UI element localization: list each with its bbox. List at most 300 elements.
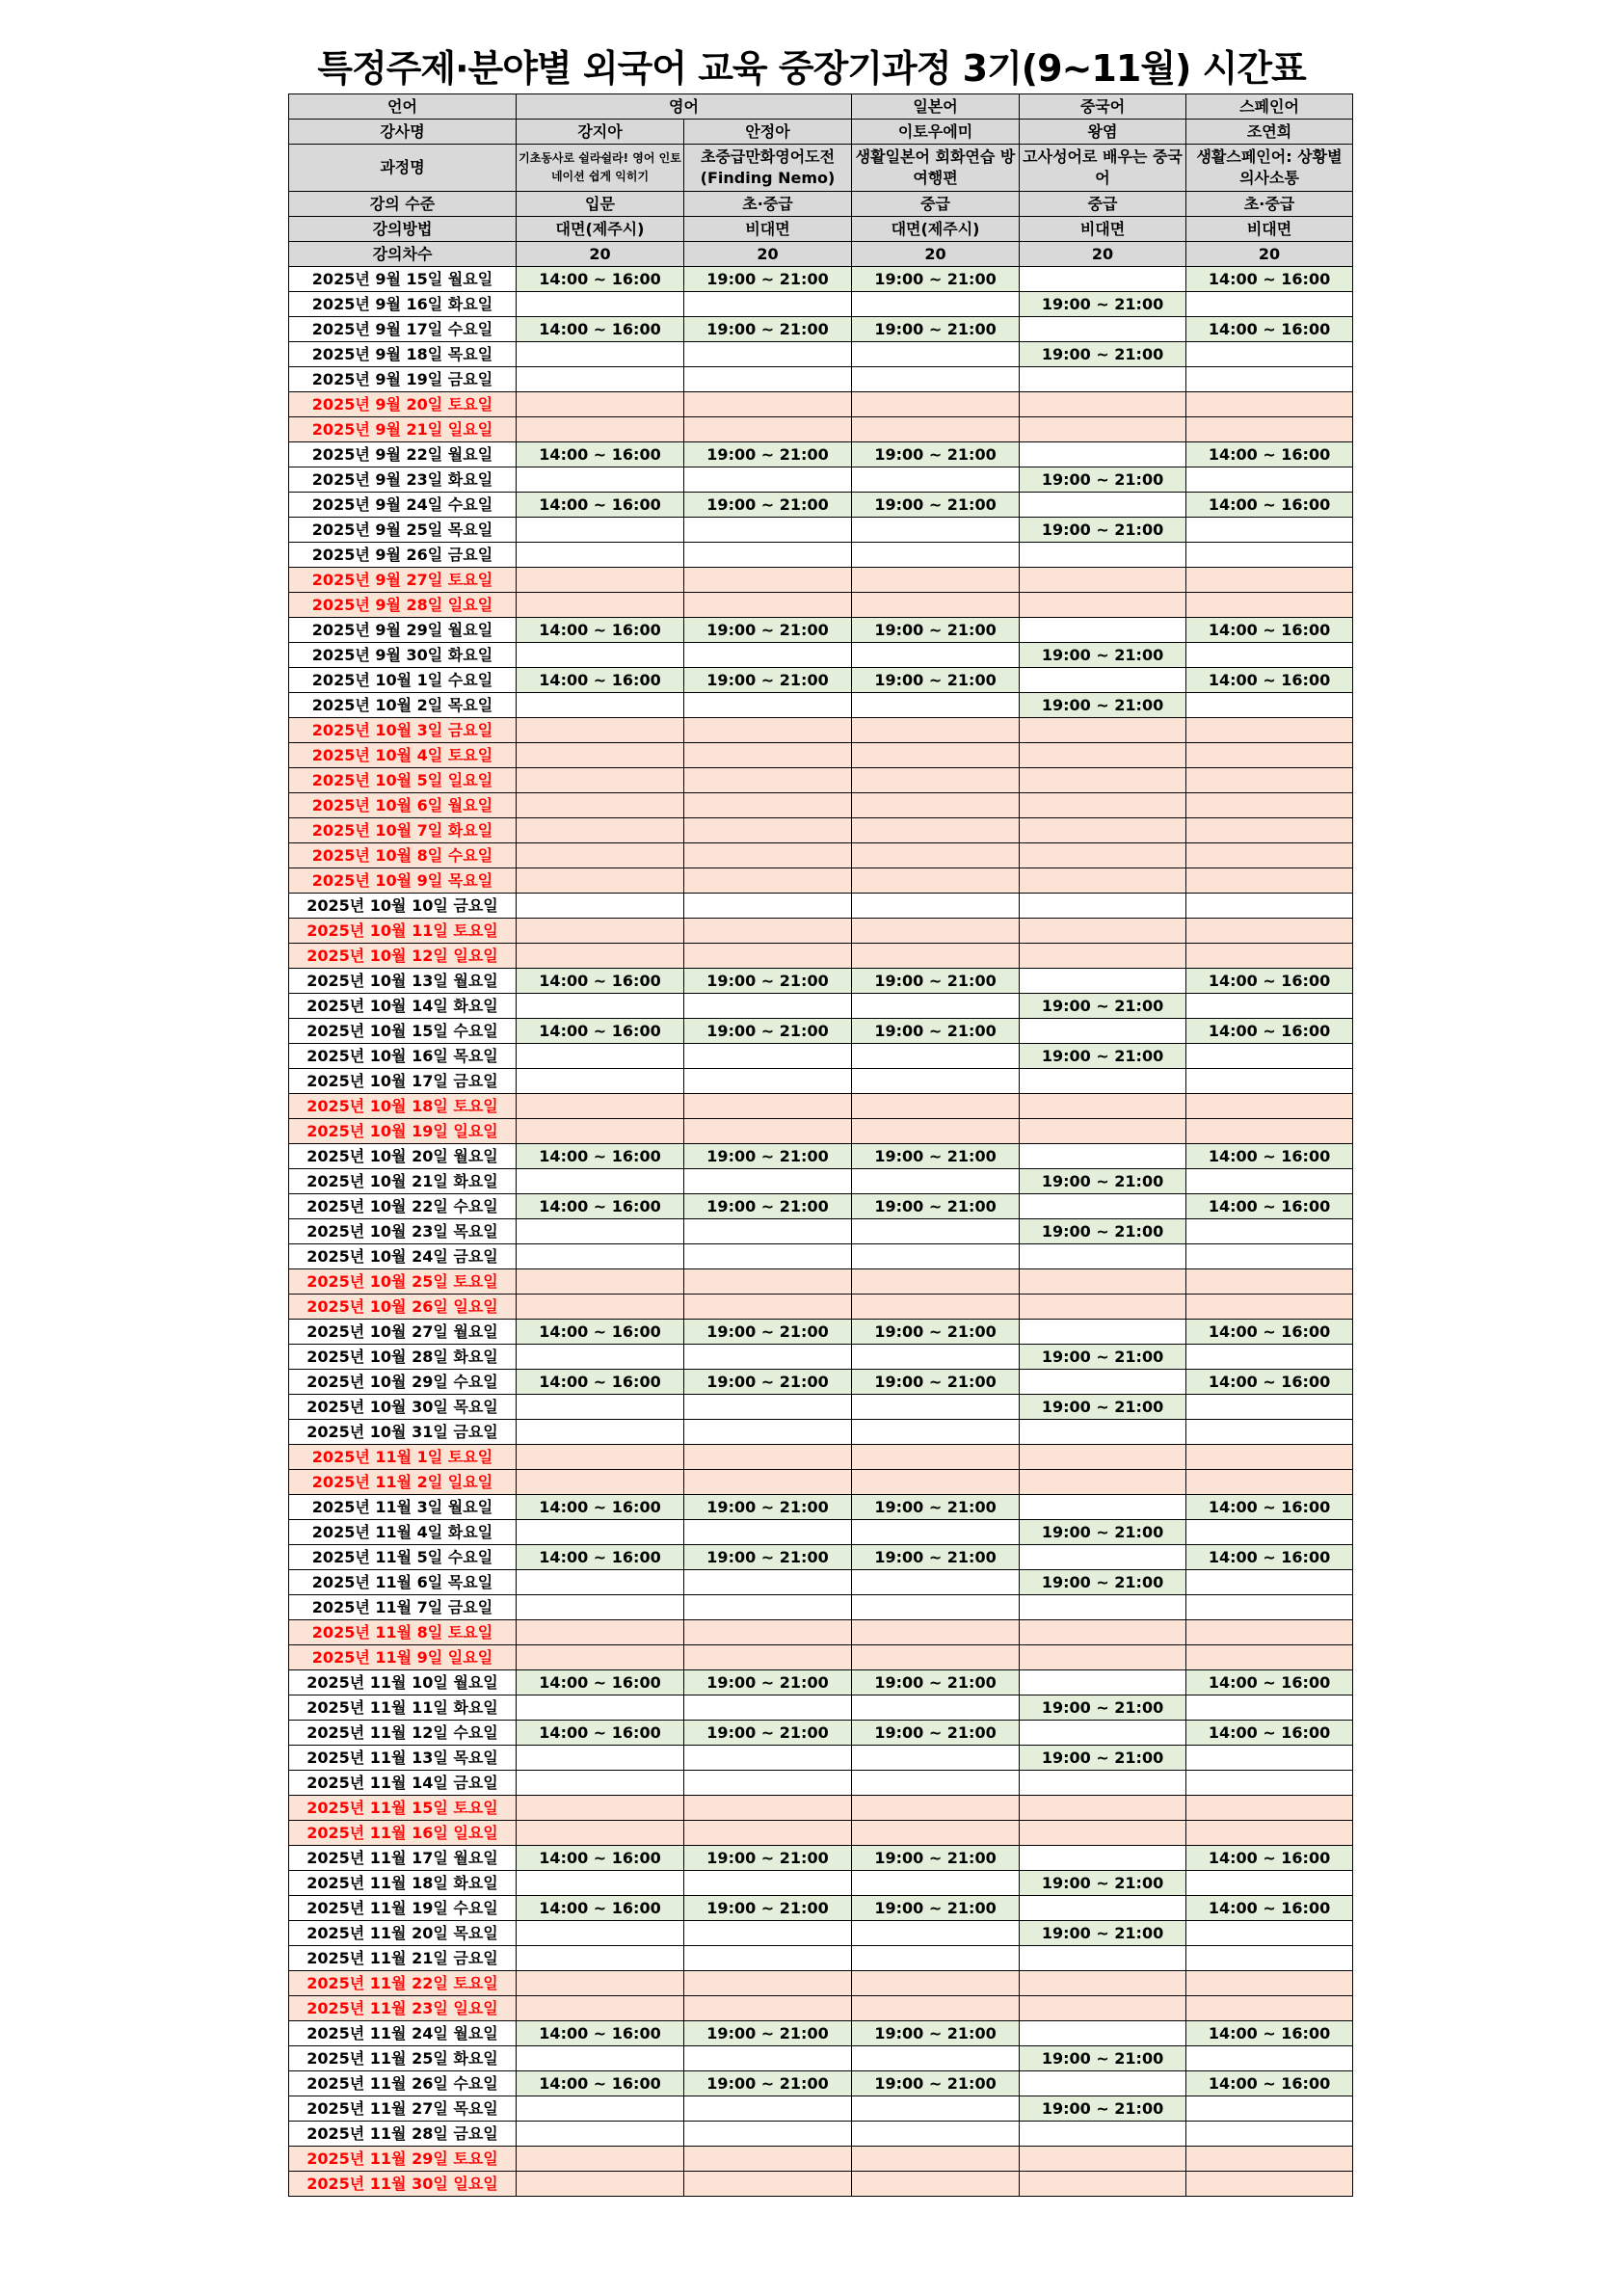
slot-english-ahn [684,1771,852,1796]
schedule-row [289,1194,1353,1219]
slot-japanese [852,1395,1020,1420]
slot-japanese [852,518,1020,543]
slot-japanese [852,593,1020,618]
schedule-row [289,467,1353,493]
slot-japanese [852,1971,1020,1996]
slot-english-ahn [684,1996,852,2021]
slot-english-kang [517,1295,684,1320]
slot-spanish [1186,568,1353,593]
slot-japanese [852,1645,1020,1670]
slot-japanese [852,793,1020,818]
slot-japanese [852,392,1020,417]
slot-chinese [1020,919,1186,944]
slot-japanese [852,868,1020,894]
schedule-date: 2025년 10월 20일 월요일 [289,1144,517,1169]
slot-english-ahn: 19:00 ~ 21:00 [684,1721,852,1746]
schedule-date: 2025년 9월 19일 금요일 [289,367,517,392]
slot-chinese [1020,1545,1186,1570]
schedule-row [289,1069,1353,1094]
slot-spanish [1186,1921,1353,1946]
level-3: 중급 [852,192,1020,217]
slot-japanese: 19:00 ~ 21:00 [852,1896,1020,1921]
schedule-row [289,969,1353,994]
slot-spanish [1186,1445,1353,1470]
schedule-date: 2025년 11월 29일 토요일 [289,2147,517,2172]
slot-english-kang [517,868,684,894]
schedule-date: 2025년 11월 26일 수요일 [289,2071,517,2096]
slot-english-kang: 14:00 ~ 16:00 [517,442,684,467]
slot-chinese [1020,1144,1186,1169]
slot-japanese [852,894,1020,919]
slot-spanish [1186,1395,1353,1420]
slot-english-kang: 14:00 ~ 16:00 [517,1495,684,1520]
slot-english-ahn: 19:00 ~ 21:00 [684,969,852,994]
schedule-row [289,1144,1353,1169]
schedule-row [289,743,1353,768]
slot-english-kang: 14:00 ~ 16:00 [517,668,684,693]
slot-spanish [1186,1996,1353,2021]
slot-english-ahn [684,593,852,618]
schedule-date: 2025년 9월 25일 목요일 [289,518,517,543]
schedule-row [289,1921,1353,1946]
schedule-date: 2025년 10월 10일 금요일 [289,894,517,919]
schedule-date: 2025년 10월 14일 화요일 [289,994,517,1019]
slot-japanese: 19:00 ~ 21:00 [852,1846,1020,1871]
slot-chinese [1020,593,1186,618]
slot-english-ahn [684,1971,852,1996]
schedule-row [289,1946,1353,1971]
schedule-date: 2025년 10월 8일 수요일 [289,843,517,868]
schedule-date: 2025년 11월 27일 목요일 [289,2096,517,2122]
slot-spanish: 14:00 ~ 16:00 [1186,1721,1353,1746]
language-japanese: 일본어 [852,94,1020,120]
slot-spanish [1186,518,1353,543]
slot-english-kang [517,1470,684,1495]
slot-japanese [852,1520,1020,1545]
slot-chinese [1020,1470,1186,1495]
schedule-date: 2025년 11월 20일 목요일 [289,1921,517,1946]
slot-chinese [1020,618,1186,643]
schedule-date: 2025년 10월 31일 금요일 [289,1420,517,1445]
slot-english-ahn [684,1244,852,1269]
schedule-date: 2025년 10월 1일 수요일 [289,668,517,693]
schedule-date: 2025년 10월 16일 목요일 [289,1044,517,1069]
schedule-row [289,317,1353,342]
schedule-date: 2025년 11월 15일 토요일 [289,1796,517,1821]
slot-english-ahn [684,1269,852,1295]
slot-english-ahn [684,543,852,568]
slot-chinese: 19:00 ~ 21:00 [1020,1695,1186,1721]
slot-chinese [1020,1971,1186,1996]
slot-spanish [1186,1620,1353,1645]
schedule-row [289,1996,1353,2021]
slot-english-ahn [684,1620,852,1645]
slot-english-ahn [684,1119,852,1144]
schedule-date: 2025년 11월 22일 토요일 [289,1971,517,1996]
header-row-course [289,145,1353,192]
slot-spanish [1186,1269,1353,1295]
slot-english-ahn [684,743,852,768]
slot-english-kang: 14:00 ~ 16:00 [517,2021,684,2046]
slot-english-ahn [684,1595,852,1620]
slot-english-kang [517,1445,684,1470]
schedule-row [289,1219,1353,1244]
method-4: 비대면 [1020,217,1186,242]
schedule-date: 2025년 11월 23일 일요일 [289,1996,517,2021]
slot-spanish [1186,1044,1353,1069]
slot-japanese [852,1746,1020,1771]
slot-english-ahn: 19:00 ~ 21:00 [684,1320,852,1345]
schedule-date: 2025년 10월 7일 화요일 [289,818,517,843]
slot-chinese [1020,367,1186,392]
slot-chinese [1020,1445,1186,1470]
slot-spanish [1186,1821,1353,1846]
schedule-date: 2025년 9월 20일 토요일 [289,392,517,417]
slot-chinese [1020,1194,1186,1219]
slot-english-kang: 14:00 ~ 16:00 [517,1144,684,1169]
schedule-row [289,367,1353,392]
slot-chinese: 19:00 ~ 21:00 [1020,2046,1186,2071]
schedule-date: 2025년 10월 4일 토요일 [289,743,517,768]
slot-english-kang [517,1044,684,1069]
slot-english-kang [517,1345,684,1370]
slot-japanese [852,1871,1020,1896]
schedule-row [289,267,1353,292]
slot-english-ahn [684,1921,852,1946]
slot-japanese [852,2122,1020,2147]
slot-english-ahn [684,1821,852,1846]
schedule-date: 2025년 10월 17일 금요일 [289,1069,517,1094]
slot-spanish [1186,1570,1353,1595]
slot-english-kang [517,1695,684,1721]
schedule-date: 2025년 10월 25일 토요일 [289,1269,517,1295]
slot-chinese [1020,768,1186,793]
slot-spanish [1186,1520,1353,1545]
slot-spanish [1186,2147,1353,2172]
schedule-date: 2025년 10월 26일 일요일 [289,1295,517,1320]
schedule-row [289,919,1353,944]
slot-japanese [852,467,1020,493]
schedule-row [289,442,1353,467]
instructor-4: 왕염 [1020,120,1186,145]
slot-english-ahn: 19:00 ~ 21:00 [684,1194,852,1219]
slot-english-kang [517,994,684,1019]
slot-japanese [852,1119,1020,1144]
schedule-date: 2025년 11월 17일 월요일 [289,1846,517,1871]
slot-english-kang [517,292,684,317]
header-row-method [289,217,1353,242]
schedule-row [289,2071,1353,2096]
schedule-row [289,2021,1353,2046]
language-chinese: 중국어 [1020,94,1186,120]
slot-english-ahn [684,2122,852,2147]
schedule-row [289,1320,1353,1345]
schedule-row [289,1119,1353,1144]
course-2: 초중급만화영어도전 (Finding Nemo) [684,145,852,192]
header-row-sessions [289,242,1353,267]
slot-english-ahn [684,843,852,868]
slot-english-kang [517,1094,684,1119]
slot-chinese: 19:00 ~ 21:00 [1020,1921,1186,1946]
slot-english-ahn: 19:00 ~ 21:00 [684,1670,852,1695]
slot-english-kang: 14:00 ~ 16:00 [517,1194,684,1219]
slot-english-ahn: 19:00 ~ 21:00 [684,1846,852,1871]
sessions-4: 20 [1020,242,1186,267]
slot-english-kang [517,1620,684,1645]
slot-spanish [1186,818,1353,843]
schedule-date: 2025년 11월 18일 화요일 [289,1871,517,1896]
slot-japanese [852,743,1020,768]
slot-chinese [1020,1420,1186,1445]
row-label-level: 강의 수준 [289,192,517,217]
schedule-date: 2025년 9월 27일 토요일 [289,568,517,593]
slot-english-ahn [684,1645,852,1670]
slot-english-kang: 14:00 ~ 16:00 [517,1320,684,1345]
slot-spanish: 14:00 ~ 16:00 [1186,1896,1353,1921]
slot-chinese [1020,2172,1186,2197]
slot-english-kang [517,1570,684,1595]
slot-japanese [852,1921,1020,1946]
slot-english-kang [517,894,684,919]
schedule-date: 2025년 11월 21일 금요일 [289,1946,517,1971]
slot-japanese: 19:00 ~ 21:00 [852,442,1020,467]
slot-chinese: 19:00 ~ 21:00 [1020,1044,1186,1069]
slot-japanese [852,1420,1020,1445]
slot-spanish [1186,718,1353,743]
slot-spanish [1186,643,1353,668]
slot-chinese [1020,1295,1186,1320]
slot-japanese: 19:00 ~ 21:00 [852,1144,1020,1169]
slot-english-ahn [684,367,852,392]
schedule-row [289,493,1353,518]
schedule-row [289,1971,1353,1996]
slot-spanish [1186,843,1353,868]
course-1: 기초동사로 쉴라쉴라! 영어 인토네이션 쉽게 익히기 [517,145,684,192]
schedule-date: 2025년 11월 7일 금요일 [289,1595,517,1620]
slot-spanish: 14:00 ~ 16:00 [1186,969,1353,994]
slot-english-ahn: 19:00 ~ 21:00 [684,317,852,342]
slot-english-kang [517,392,684,417]
slot-spanish [1186,894,1353,919]
slot-japanese [852,1796,1020,1821]
slot-japanese [852,2096,1020,2122]
slot-chinese: 19:00 ~ 21:00 [1020,643,1186,668]
slot-chinese [1020,1094,1186,1119]
slot-english-kang [517,2096,684,2122]
slot-spanish: 14:00 ~ 16:00 [1186,1846,1353,1871]
slot-english-ahn: 19:00 ~ 21:00 [684,1896,852,1921]
slot-japanese [852,1244,1020,1269]
schedule-row [289,1796,1353,1821]
slot-japanese [852,417,1020,442]
slot-japanese [852,944,1020,969]
schedule-date: 2025년 9월 26일 금요일 [289,543,517,568]
schedule-row [289,1695,1353,1721]
sessions-1: 20 [517,242,684,267]
slot-english-ahn: 19:00 ~ 21:00 [684,1019,852,1044]
slot-english-ahn [684,568,852,593]
slot-english-ahn [684,292,852,317]
slot-japanese [852,367,1020,392]
slot-spanish: 14:00 ~ 16:00 [1186,2071,1353,2096]
instructor-2: 안정아 [684,120,852,145]
slot-japanese [852,919,1020,944]
slot-chinese [1020,818,1186,843]
slot-english-kang: 14:00 ~ 16:00 [517,969,684,994]
slot-japanese [852,1445,1020,1470]
slot-spanish: 14:00 ~ 16:00 [1186,493,1353,518]
slot-chinese [1020,1019,1186,1044]
schedule-date: 2025년 9월 24일 수요일 [289,493,517,518]
slot-chinese: 19:00 ~ 21:00 [1020,1169,1186,1194]
schedule-date: 2025년 9월 16일 화요일 [289,292,517,317]
schedule-row [289,417,1353,442]
slot-spanish [1186,743,1353,768]
schedule-row [289,1721,1353,1746]
slot-spanish [1186,417,1353,442]
instructor-5: 조연희 [1186,120,1353,145]
slot-spanish [1186,2172,1353,2197]
schedule-row [289,1520,1353,1545]
slot-english-ahn [684,944,852,969]
schedule-row [289,1620,1353,1645]
schedule-date: 2025년 11월 4일 화요일 [289,1520,517,1545]
slot-english-kang [517,543,684,568]
slot-english-kang [517,1871,684,1896]
slot-chinese [1020,868,1186,894]
schedule-row [289,618,1353,643]
schedule-date: 2025년 11월 1일 토요일 [289,1445,517,1470]
slot-chinese [1020,2147,1186,2172]
schedule-row [289,1420,1353,1445]
slot-english-kang [517,1821,684,1846]
slot-english-ahn [684,1295,852,1320]
header-row-language [289,94,1353,120]
course-4: 고사성어로 배우는 중국어 [1020,145,1186,192]
slot-english-ahn [684,1871,852,1896]
slot-spanish [1186,543,1353,568]
slot-english-ahn [684,1219,852,1244]
schedule-row [289,843,1353,868]
slot-spanish: 14:00 ~ 16:00 [1186,1495,1353,1520]
schedule-row [289,1445,1353,1470]
slot-spanish: 14:00 ~ 16:00 [1186,1194,1353,1219]
slot-spanish [1186,1971,1353,1996]
schedule-row [289,1044,1353,1069]
slot-japanese: 19:00 ~ 21:00 [852,1721,1020,1746]
slot-chinese: 19:00 ~ 21:00 [1020,1570,1186,1595]
slot-english-kang: 14:00 ~ 16:00 [517,267,684,292]
schedule-date: 2025년 10월 11일 토요일 [289,919,517,944]
slot-english-ahn: 19:00 ~ 21:00 [684,1370,852,1395]
slot-english-kang [517,2122,684,2147]
schedule-row [289,868,1353,894]
slot-english-kang [517,843,684,868]
slot-japanese [852,718,1020,743]
slot-english-ahn [684,1445,852,1470]
slot-chinese [1020,317,1186,342]
schedule-row [289,1821,1353,1846]
header-row-instructor [289,120,1353,145]
slot-spanish [1186,793,1353,818]
slot-english-ahn [684,1695,852,1721]
slot-spanish [1186,1295,1353,1320]
slot-english-kang: 14:00 ~ 16:00 [517,1019,684,1044]
course-3: 생활일본어 회화연습 방 여행편 [852,145,1020,192]
slot-chinese [1020,267,1186,292]
slot-english-kang: 14:00 ~ 16:00 [517,1670,684,1695]
slot-spanish [1186,1345,1353,1370]
slot-spanish [1186,467,1353,493]
slot-english-ahn [684,1420,852,1445]
schedule-row [289,1094,1353,1119]
slot-spanish [1186,919,1353,944]
slot-chinese [1020,894,1186,919]
schedule-row [289,1670,1353,1695]
slot-japanese [852,1069,1020,1094]
slot-chinese: 19:00 ~ 21:00 [1020,467,1186,493]
slot-japanese [852,1695,1020,1721]
slot-english-ahn [684,2147,852,2172]
schedule-row [289,392,1353,417]
slot-english-kang [517,1921,684,1946]
slot-chinese [1020,1320,1186,1345]
slot-english-ahn: 19:00 ~ 21:00 [684,267,852,292]
slot-chinese [1020,1721,1186,1746]
slot-english-kang [517,1069,684,1094]
schedule-row [289,718,1353,743]
slot-spanish: 14:00 ~ 16:00 [1186,668,1353,693]
schedule-date: 2025년 11월 24일 월요일 [289,2021,517,2046]
slot-english-ahn [684,1069,852,1094]
slot-chinese: 19:00 ~ 21:00 [1020,1345,1186,1370]
slot-spanish [1186,1796,1353,1821]
slot-english-kang [517,1219,684,1244]
slot-english-ahn [684,467,852,493]
schedule-date: 2025년 11월 8일 토요일 [289,1620,517,1645]
schedule-row [289,768,1353,793]
slot-english-ahn [684,868,852,894]
slot-english-ahn [684,2172,852,2197]
slot-japanese [852,2147,1020,2172]
schedule-date: 2025년 10월 13일 월요일 [289,969,517,994]
slot-spanish: 14:00 ~ 16:00 [1186,2021,1353,2046]
slot-english-ahn [684,1094,852,1119]
slot-chinese [1020,1796,1186,1821]
slot-spanish [1186,1771,1353,1796]
slot-english-kang [517,1595,684,1620]
slot-spanish [1186,1244,1353,1269]
slot-chinese [1020,668,1186,693]
schedule-date: 2025년 9월 22일 월요일 [289,442,517,467]
instructor-1: 강지아 [517,120,684,145]
slot-english-ahn [684,718,852,743]
slot-chinese [1020,1645,1186,1670]
schedule-row [289,2172,1353,2197]
slot-english-ahn [684,1520,852,1545]
slot-english-kang [517,643,684,668]
slot-english-kang [517,718,684,743]
schedule-row [289,1871,1353,1896]
slot-chinese [1020,1119,1186,1144]
schedule-row [289,2096,1353,2122]
schedule-date: 2025년 11월 2일 일요일 [289,1470,517,1495]
slot-chinese [1020,1846,1186,1871]
schedule-date: 2025년 10월 30일 목요일 [289,1395,517,1420]
slot-chinese [1020,1821,1186,1846]
schedule-row [289,693,1353,718]
slot-japanese [852,292,1020,317]
